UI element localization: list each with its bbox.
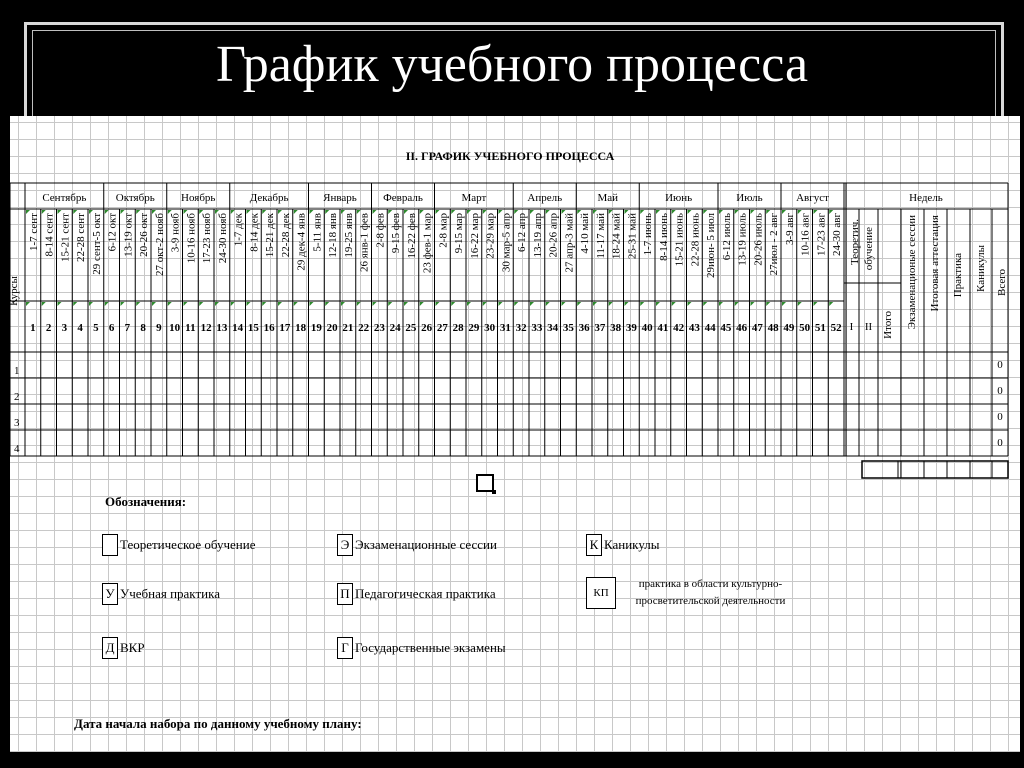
week-range-label: 26 янв-1 фев [358, 213, 371, 273]
week-range-label: 22-28 сент [75, 213, 88, 263]
week-number: 30 [484, 322, 496, 334]
week-range-label: 19-25 янв [342, 213, 355, 258]
legend-code-state-exams: Г [337, 637, 353, 659]
week-number: 14 [232, 322, 244, 334]
week-number: 3 [61, 322, 68, 334]
course-number: 3 [14, 417, 20, 429]
week-range-label: 20-26 окт [138, 213, 151, 257]
total-theory-header: Итого [882, 311, 894, 339]
week-range-label: 23 фев-1 мар [421, 213, 434, 274]
legend-label-state-exams: Государственные экзамены [355, 640, 506, 655]
week-range-label: 20-26 апр [547, 213, 560, 258]
comment-marker [73, 302, 77, 306]
month-label: Февраль [383, 192, 423, 204]
legend-code-vacation: К [586, 534, 602, 556]
comment-marker [593, 302, 597, 306]
comment-marker [310, 302, 314, 306]
comment-marker [215, 302, 219, 306]
week-range-label: 9-15 мар [453, 213, 466, 254]
week-number: 6 [108, 322, 115, 334]
comment-marker [58, 302, 62, 306]
legend-label-exams: Экзаменационные сессии [355, 537, 497, 552]
schedule-table [10, 183, 1010, 473]
week-range-label: 11-17 май [594, 213, 607, 259]
comment-marker [373, 302, 377, 306]
course-total: 0 [997, 437, 1003, 449]
comment-marker [782, 302, 786, 306]
sem2-header: II [864, 321, 873, 333]
week-range-label: 15-21 дек [264, 213, 277, 258]
week-range-label: 29июн- 5 июл [705, 213, 718, 278]
comment-marker [719, 302, 723, 306]
week-number: 34 [547, 322, 559, 334]
week-number: 8 [140, 322, 146, 334]
week-range-label: 24-30 авг [831, 213, 844, 257]
week-number: 2 [45, 322, 52, 334]
week-number: 15 [247, 322, 259, 334]
comment-marker [672, 302, 676, 306]
week-range-label: 27июл - 2 авг [768, 213, 781, 276]
month-label: Май [597, 192, 619, 204]
week-range-label: 30 мар-5 апр [500, 213, 513, 273]
comment-marker [121, 302, 125, 306]
week-range-label: 2-8 мар [437, 213, 450, 248]
week-number: 52 [830, 322, 842, 334]
comment-marker [514, 302, 518, 306]
sheet-title: II. ГРАФИК УЧЕБНОГО ПРОЦЕССА [405, 149, 615, 163]
week-number: 23 [373, 322, 385, 334]
comment-marker [703, 302, 707, 306]
week-range-label: 5-11 янв [311, 213, 324, 252]
comment-marker [388, 302, 392, 306]
comment-marker [294, 302, 298, 306]
week-number: 32 [515, 322, 527, 334]
month-label: Август [796, 192, 829, 204]
week-number: 50 [799, 322, 811, 334]
week-range-label: 23-29 мар [484, 213, 497, 259]
comment-marker [89, 302, 93, 306]
week-number: 49 [783, 322, 795, 334]
week-number: 24 [389, 322, 401, 334]
comment-marker [625, 302, 629, 306]
week-number: 1 [30, 322, 36, 334]
comment-marker [26, 302, 30, 306]
course-number: 2 [14, 391, 20, 403]
comment-marker [814, 302, 818, 306]
comment-marker [751, 302, 755, 306]
cell-selection-handle[interactable] [476, 474, 494, 492]
comment-marker [483, 302, 487, 306]
month-label: Июль [736, 192, 763, 204]
week-range-label: 16-22 мар [468, 213, 481, 259]
week-range-label: 9-15 фев [390, 213, 403, 254]
week-number: 7 [124, 322, 131, 334]
week-number: 19 [310, 322, 322, 334]
comment-marker [562, 302, 566, 306]
week-number: 27 [436, 322, 448, 334]
comment-marker [530, 302, 534, 306]
week-range-label: 27 окт-2 нояб [153, 213, 166, 277]
comment-marker [105, 302, 109, 306]
comment-marker [152, 302, 156, 306]
week-number: 4 [77, 322, 83, 334]
week-range-label: 6-12 апр [516, 213, 529, 253]
comment-marker [184, 302, 188, 306]
comment-marker [168, 302, 172, 306]
week-range-label: 12-18 янв [327, 213, 340, 258]
legend-code-cultural-practice: КП [586, 577, 616, 609]
week-range-label: 3-9 авг [783, 213, 796, 246]
week-number: 47 [751, 322, 763, 334]
month-label: Октябрь [115, 192, 155, 204]
comment-marker [420, 302, 424, 306]
comment-marker [231, 302, 235, 306]
month-label: Сентябрь [42, 192, 87, 204]
week-number: 26 [421, 322, 433, 334]
comment-marker [341, 302, 345, 306]
week-number: 18 [295, 322, 307, 334]
week-number: 44 [704, 322, 716, 334]
week-range-label: 18-24 май [610, 213, 623, 260]
week-number: 36 [578, 322, 590, 334]
week-number: 40 [641, 322, 653, 334]
week-number: 33 [531, 322, 543, 334]
week-range-label: 25-31 май [626, 213, 639, 260]
week-range-label: 8-14 июнь [657, 213, 670, 261]
course-total: 0 [997, 359, 1003, 371]
vacation-header: Каникулы [975, 245, 987, 292]
month-label: Декабрь [249, 192, 289, 204]
week-range-label: 15-21 сент [59, 213, 72, 263]
week-range-label: 24-30 нояб [216, 213, 229, 264]
week-number: 43 [688, 322, 700, 334]
week-range-label: 13-19 окт [122, 213, 135, 257]
week-number: 39 [625, 322, 637, 334]
week-range-label: 1-7 июнь [642, 213, 655, 256]
theory-header-line1: Теоретич. [849, 219, 861, 266]
week-number: 21 [342, 322, 354, 334]
week-number: 35 [562, 322, 574, 334]
sem1-header: I [849, 321, 854, 333]
week-range-label: 17-23 нояб [201, 213, 214, 264]
week-number: 11 [185, 322, 196, 334]
course-total: 0 [997, 411, 1003, 423]
comment-marker [325, 302, 329, 306]
week-range-label: 8-14 дек [248, 213, 261, 252]
comment-marker [499, 302, 503, 306]
comment-marker [247, 302, 251, 306]
comment-marker [199, 302, 203, 306]
legend-code-thesis: Д [102, 637, 118, 659]
week-range-label: 17-23 авг [815, 213, 828, 257]
week-number: 38 [610, 322, 622, 334]
legend-label-cultural-practice: практика в области культурно-просветительской деятельности [635, 578, 786, 607]
week-number: 17 [279, 322, 291, 334]
week-number: 28 [452, 322, 464, 334]
schedule-grid [10, 183, 1010, 473]
week-range-label: 10-16 авг [799, 213, 812, 257]
total-header: Всего [996, 269, 1008, 296]
comment-marker [451, 302, 455, 306]
month-label: Январь [323, 192, 357, 204]
legend-title: Обозначения: [105, 494, 187, 509]
courses-header: Курсы [8, 276, 20, 306]
slide-title: График учебного процесса [215, 36, 809, 93]
week-range-label: 6-12 окт [106, 213, 119, 252]
month-label: Ноябрь [181, 192, 216, 204]
week-range-label: 27 апр-3 май [563, 213, 576, 273]
week-number: 13 [216, 322, 228, 334]
legend-label-vacation: Каникулы [604, 537, 660, 552]
comment-marker [766, 302, 770, 306]
week-number: 16 [263, 322, 275, 334]
week-number: 29 [468, 322, 480, 334]
week-range-label: 29 сент-5 окт [90, 213, 103, 275]
legend-code-exams: Э [337, 534, 353, 556]
week-range-label: 20-26 июль [752, 213, 765, 266]
comment-marker [467, 302, 471, 306]
week-number: 51 [814, 322, 826, 334]
comment-marker [798, 302, 802, 306]
legend-label-study-practice: Учебная практика [120, 586, 220, 601]
comment-marker [735, 302, 739, 306]
week-number: 45 [720, 322, 732, 334]
week-number: 5 [93, 322, 99, 334]
week-range-label: 4-10 май [579, 213, 592, 254]
week-number: 42 [673, 322, 685, 334]
week-range-label: 1-7 дек [232, 213, 245, 247]
course-number: 4 [14, 443, 20, 455]
week-range-label: 2-8 фев [374, 213, 387, 248]
legend-code-pedagogical-practice: П [337, 583, 353, 605]
comment-marker [278, 302, 282, 306]
week-range-label: 13-19 июль [736, 213, 749, 266]
week-range-label: 8-14 сент [43, 213, 56, 257]
week-range-label: 10-16 нояб [185, 213, 198, 264]
week-range-label: 3-9 нояб [169, 213, 182, 253]
comment-marker [688, 302, 692, 306]
week-range-label: 22-28 дек [279, 213, 292, 258]
comment-marker [262, 302, 266, 306]
week-number: 31 [499, 322, 511, 334]
comment-marker [609, 302, 613, 306]
final-header: Итоговая аттестация [929, 215, 941, 312]
comment-marker [829, 302, 833, 306]
month-label: Апрель [527, 192, 563, 204]
start-date-label: Дата начала набора по данному учебному плану: [74, 716, 362, 731]
week-range-label: 1-7 сент [27, 213, 40, 252]
legend-code-theory [102, 534, 118, 556]
weeks-header: Недель [909, 192, 943, 204]
week-number: 22 [358, 322, 370, 334]
week-range-label: 22-28 июнь [689, 213, 702, 267]
week-number: 9 [156, 322, 162, 334]
exams-header: Экзаменационые сессии [906, 215, 918, 330]
week-number: 48 [767, 322, 779, 334]
comment-marker [577, 302, 581, 306]
week-number: 12 [200, 322, 212, 334]
comment-marker [546, 302, 550, 306]
week-range-label: 15-21 июнь [673, 213, 686, 267]
legend-label-thesis: ВКР [120, 640, 145, 655]
theory-header-line2: обучение [863, 227, 875, 271]
week-range-label: 6-12 июль [720, 213, 733, 261]
legend-label-theory: Теоретическое обучение [120, 537, 256, 552]
course-number: 1 [14, 365, 20, 377]
legend-code-study-practice: У [102, 583, 118, 605]
comment-marker [656, 302, 660, 306]
month-label: Июнь [665, 192, 693, 204]
week-number: 41 [657, 322, 669, 334]
comment-marker [357, 302, 361, 306]
week-range-label: 13-19 апр [531, 213, 544, 258]
course-total: 0 [997, 385, 1003, 397]
week-range-label: 16-22 фев [405, 213, 418, 259]
week-number: 20 [326, 322, 338, 334]
comment-marker [436, 302, 440, 306]
month-label: Март [461, 192, 487, 204]
week-range-label: 29 дек-4 янв [295, 213, 308, 271]
week-number: 10 [169, 322, 181, 334]
week-number: 25 [405, 322, 417, 334]
comment-marker [640, 302, 644, 306]
week-number: 37 [594, 322, 606, 334]
comment-marker [136, 302, 140, 306]
comment-marker [42, 302, 46, 306]
week-number: 46 [736, 322, 748, 334]
comment-marker [404, 302, 408, 306]
practice-header: Практика [952, 253, 964, 298]
legend-label-pedagogical-practice: Педагогическая практика [355, 586, 496, 601]
